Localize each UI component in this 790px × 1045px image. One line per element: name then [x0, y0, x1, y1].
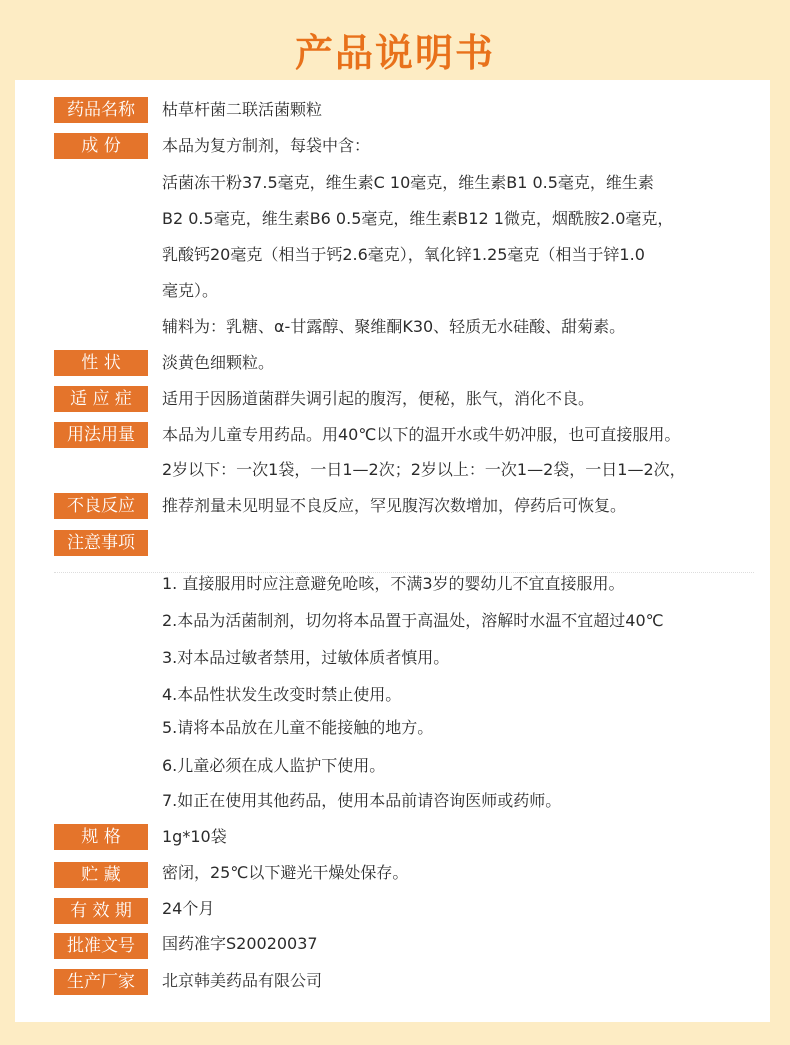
- precaution-item: 5.请将本品放在儿童不能接触的地方。: [162, 718, 434, 737]
- precaution-item: 1. 直接服用时应注意避免呛咳，不满3岁的婴幼儿不宜直接服用。: [162, 574, 625, 593]
- label-manufacturer: 生产厂家: [54, 969, 148, 995]
- expiry-value: 24个月: [162, 899, 215, 918]
- ingredients-line: 乳酸钙20毫克（相当于钙2.6毫克），氧化锌1.25毫克（相当于锌1.0: [162, 245, 645, 264]
- indication-value: 适用于因肠道菌群失调引起的腹泻，便秘，胀气，消化不良。: [162, 389, 595, 408]
- label-specification: 规 格: [54, 824, 148, 850]
- excipients-line: 辅料为：乳糖、α-甘露醇、聚维酮K30、轻质无水硅酸、甜菊素。: [162, 317, 626, 336]
- label-appearance: 性 状: [54, 350, 148, 376]
- ingredients-line: 本品为复方制剂，每袋中含：: [162, 136, 371, 155]
- ingredients-line: B2 0.5毫克，维生素B6 0.5毫克，维生素B12 1微克，烟酰胺2.0毫克，: [162, 209, 674, 228]
- appearance-value: 淡黄色细颗粒。: [162, 353, 275, 372]
- precaution-item: 4.本品性状发生改变时禁止使用。: [162, 685, 402, 704]
- dosage-line: 2岁以下：一次1袋，一日1—2次；2岁以上：一次1—2袋，一日1—2次，: [162, 460, 686, 479]
- precaution-item: 2.本品为活菌制剂，切勿将本品置于高温处，溶解时水温不宜超过40℃: [162, 611, 664, 630]
- label-indication: 适 应 症: [54, 386, 148, 412]
- approval-number-value: 国药准字S20020037: [162, 934, 318, 953]
- label-approval-number: 批准文号: [54, 933, 148, 959]
- label-ingredients: 成 份: [54, 133, 148, 159]
- label-expiry: 有 效 期: [54, 898, 148, 924]
- manufacturer-value: 北京韩美药品有限公司: [162, 971, 323, 990]
- page-title: 产品说明书: [294, 30, 495, 75]
- ingredients-line: 活菌冻干粉37.5毫克，维生素C 10毫克，维生素B1 0.5毫克，维生素: [162, 173, 654, 192]
- adverse-reactions-value: 推荐剂量未见明显不良反应，罕见腹泻次数增加，停药后可恢复。: [162, 496, 627, 515]
- ingredients-line: 毫克）。: [162, 281, 219, 300]
- drug-name-value: 枯草杆菌二联活菌颗粒: [162, 100, 323, 119]
- precaution-item: 6.儿童必须在成人监护下使用。: [162, 756, 386, 775]
- label-dosage: 用法用量: [54, 422, 148, 448]
- label-storage: 贮 藏: [54, 862, 148, 888]
- label-adverse-reactions: 不良反应: [54, 493, 148, 519]
- storage-value: 密闭，25℃以下避光干燥处保存。: [162, 863, 409, 882]
- dosage-line: 本品为儿童专用药品。用40℃以下的温开水或牛奶冲服，也可直接服用。: [162, 425, 681, 444]
- precaution-item: 3.对本品过敏者禁用，过敏体质者慎用。: [162, 648, 450, 667]
- label-precautions: 注意事项: [54, 530, 148, 556]
- specification-value: 1g*10袋: [162, 827, 227, 846]
- label-drug-name: 药品名称: [54, 97, 148, 123]
- precaution-item: 7.如正在使用其他药品，使用本品前请咨询医师或药师。: [162, 791, 562, 810]
